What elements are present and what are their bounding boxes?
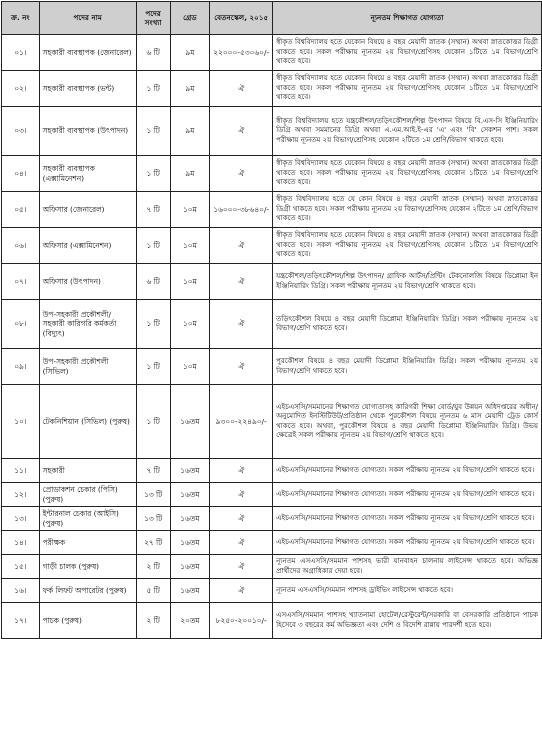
- grade-cell: ১৬তম: [170, 531, 210, 555]
- pay-scale-cell: ৮২৫০-২০০১০/-: [210, 603, 273, 639]
- post-name-cell: অফিসার (উৎপাদন): [39, 264, 136, 300]
- serial-cell: ১৬।: [2, 579, 40, 603]
- pay-scale-cell: ঐ: [210, 107, 273, 156]
- post-count-cell: ১ টি: [136, 228, 170, 264]
- grade-cell: ১০ম: [170, 228, 210, 264]
- post-count-cell: ৭ টি: [136, 192, 170, 228]
- post-count-cell: ২ টি: [136, 603, 170, 639]
- serial-cell: ০৯।: [2, 349, 40, 385]
- serial-cell: ১৩।: [2, 507, 40, 531]
- qualification-cell: স্বীকৃত বিশ্ববিদ্যালয় হতে যেকোন বিষয়ে ৪ বছর মেয়াদী স্নাতক (সম্মান) অথবা স্নাতকোত্তর ডিগ্রী থাকতে হবে। সকল পরীক্ষায় ন্যূনতম ২য় বিভাগ/শ্রেণিসহ যেকোন ১টিতে ১ম বিভাগ/শ্রেণি থাকতে হবে।: [273, 156, 542, 192]
- table-row: [2, 300, 542, 349]
- recruitment-table: [1, 1, 542, 639]
- pay-scale-cell: ঐ: [210, 459, 273, 483]
- serial-cell: ০১।: [2, 35, 40, 71]
- qualification-cell: এসএসসি/সমমান পাশসহ খ্যাতনামা হোটেল/রেস্টুরেন্ট/সরকারি বা বেসরকারি প্রতিষ্ঠানে পাচক হিসেবে ৩ বছরের কর্ম অভিজ্ঞতা এবং দেশি ও বিদেশি রান্নায় পারদর্শী হতে হবে।: [273, 603, 542, 639]
- post-name-cell: পরীক্ষক: [39, 531, 136, 555]
- grade-cell: ২০তম: [170, 603, 210, 639]
- post-count-cell: ১৩ টি: [136, 507, 170, 531]
- table-row: [2, 192, 542, 228]
- serial-cell: ১০।: [2, 385, 40, 459]
- serial-cell: ১৫।: [2, 555, 40, 579]
- qualification-header: ন্যূনতম শিক্ষাগত যোগ্যতা: [273, 2, 542, 35]
- post-name-cell: গাড়ী চালক (পুরুষ): [39, 555, 136, 579]
- table-row: [2, 555, 542, 579]
- post-count-cell: ২৭ টি: [136, 531, 170, 555]
- grade-cell: ৯ম: [170, 35, 210, 71]
- pay-scale-cell: ঐ: [210, 228, 273, 264]
- pay-scale-cell: ঐ: [210, 507, 273, 531]
- qualification-cell: এইচএসসি/সমমানের শিক্ষাগত যোগ্যতা। সকল পরীক্ষায় ন্যূনতম ২য় বিভাগ/শ্রেণি থাকতে হবে।: [273, 459, 542, 483]
- qualification-cell: ন্যূনতম এসএসসি/সমমান পাশসহ ড্রাইভিং লাইসেন্স থাকতে হবে।: [273, 579, 542, 603]
- table-row: [2, 71, 542, 107]
- grade-cell: ৯ম: [170, 71, 210, 107]
- pay-scale-cell: ঐ: [210, 264, 273, 300]
- table-row: [2, 459, 542, 483]
- grade-header: গ্রেড: [170, 2, 210, 35]
- post-count-cell: ১ টি: [136, 300, 170, 349]
- grade-cell: ১৬তম: [170, 385, 210, 459]
- table-row: [2, 603, 542, 639]
- post-name-cell: অফিসার (জেনারেল): [39, 192, 136, 228]
- qualification-cell: স্বীকৃত বিশ্ববিদ্যালয় হতে যেকোন বিষয়ে ৪ বছর মেয়াদী স্নাতক (সম্মান) অথবা স্নাতকোত্তর ডিগ্রী থাকতে হবে। সকল পরীক্ষায় ন্যূনতম ২য় বিভাগ/শ্রেণিসহ যেকোন ১টিতে ১ম বিভাগ/শ্রেণি থাকতে হবে।: [273, 228, 542, 264]
- post-name-header: পদের নাম: [39, 2, 136, 35]
- grade-cell: ১৬তম: [170, 483, 210, 507]
- post-name-cell: সহকারী: [39, 459, 136, 483]
- serial-cell: ১১।: [2, 459, 40, 483]
- table-row: [2, 507, 542, 531]
- post-name-cell: টেকনিশিয়ান (সিভিল) (পুরুষ): [39, 385, 136, 459]
- table-header-row: [2, 2, 542, 35]
- post-name-cell: সহকারী ব্যবস্থাপক (ভন্ট): [39, 71, 136, 107]
- serial-header: ক্র. নং: [2, 2, 40, 35]
- table-row: [2, 264, 542, 300]
- grade-cell: ৯ম: [170, 156, 210, 192]
- pay-scale-cell: ঐ: [210, 531, 273, 555]
- grade-cell: ১৬তম: [170, 507, 210, 531]
- grade-cell: ৯ম: [170, 107, 210, 156]
- pay-scale-cell: ৯৩০০-২২৪৯০/-: [210, 385, 273, 459]
- serial-cell: ০৫।: [2, 192, 40, 228]
- pay-scale-cell: ঐ: [210, 579, 273, 603]
- post-count-cell: ১ টি: [136, 156, 170, 192]
- grade-cell: ১৬তম: [170, 459, 210, 483]
- post-name-cell: সহকারী ব্যবস্থাপক (এক্সামিনেশন): [39, 156, 136, 192]
- qualification-cell: স্বীকৃত বিশ্ববিদ্যালয় হতে যেকোন বিষয়ে ৪ বছর মেয়াদী স্নাতক (সম্মান) অথবা স্নাতকোত্তর ডিগ্রী থাকতে হবে। সকল পরীক্ষায় ন্যূনতম ২য় বিভাগ/শ্রেণিসহ যেকোন ১টিতে ১ম বিভাগ/শ্রেণি থাকতে হবে।: [273, 71, 542, 107]
- pay-scale-cell: ১৬০০০-৩৮৬৪০/-: [210, 192, 273, 228]
- serial-cell: ১২।: [2, 483, 40, 507]
- post-count-cell: ৬ টি: [136, 35, 170, 71]
- grade-cell: ১০ম: [170, 192, 210, 228]
- serial-cell: ০৬।: [2, 228, 40, 264]
- post-count-cell: ১ টি: [136, 385, 170, 459]
- qualification-cell: এইচএসসি/সমমানের শিক্ষাগত যোগ্যতা। সকল পরীক্ষায় ন্যূনতম ২য় বিভাগ/শ্রেণি থাকতে হবে।: [273, 507, 542, 531]
- serial-cell: ০৮।: [2, 300, 40, 349]
- post-name-cell: উপ-সহকারী প্রকৌশলী (সিভিল): [39, 349, 136, 385]
- post-name-cell: ইন্টারনাল চেকার (আইসি) (পুরুষ): [39, 507, 136, 531]
- post-count-cell: ৫ টি: [136, 579, 170, 603]
- qualification-cell: স্বীকৃত বিশ্ববিদ্যালয় হতে যে কোন বিষয়ে ৪ বছর মেয়াদী স্নাতক (সম্মান) অথবা স্নাতকোত্তর ডিগ্রী থাকতে হবে। সকল পরীক্ষায় ন্যূনতম ২য় বিভাগ/শ্রেণিসহ যেকোন ২টিতে ১ম শ্রেণি/বিভাগ থাকতে হবে।: [273, 192, 542, 228]
- post-count-cell: ৬ টি: [136, 264, 170, 300]
- qualification-cell: স্বীকৃত বিশ্ববিদ্যালয় হতে যেকোন বিষয়ে ৪ বছর মেয়াদী স্নাতক (সম্মান) অথবা স্নাতকোত্তর ডিগ্রী থাকতে হবে। সকল পরীক্ষায় ন্যূনতম ২য় বিভাগ/শ্রেণিসহ যেকোন ১টিতে ১ম বিভাগ/শ্রেণি থাকতে হবে।: [273, 35, 542, 71]
- serial-cell: ০৭।: [2, 264, 40, 300]
- grade-cell: ১৬তম: [170, 579, 210, 603]
- table-row: [2, 156, 542, 192]
- qualification-cell: তড়িৎকৌশল বিষয়ে ৪ বছর মেয়াদী ডিপ্লোমা ইঞ্জিনিয়ারিং ডিগ্রি। সকল পরীক্ষায় ন্যূনতম ২য় বিভাগ/শ্রেণি থাকতে হবে।: [273, 300, 542, 349]
- table-row: [2, 579, 542, 603]
- table-row: [2, 35, 542, 71]
- serial-cell: ১৪।: [2, 531, 40, 555]
- qualification-cell: এইচএসসি/সমমানের শিক্ষাগত যোগ্যতাসহ কারিগরী শিক্ষা বোর্ড/যুব উন্নয়ন অধিদপ্তরের অধীন/ অনুমোদিত ইনস্টিটিউট/প্রতিষ্ঠান থেকে পুরকৌশল বিষয়ে ন্যূনতম ৬ মাস মেয়াদী ট্রেড কোর্স থাকতে হবে। অথবা, পুরকৌশল বিষয়ে ৪ বছর মেয়াদী ডিপ্লোমা ইঞ্জিনিয়ারিং ডিগ্রি। উভয় ক্ষেত্রেই সকল পরীক্ষায় ন্যূনতম ২য় বিভাগ/শ্রেণি থাকতে হবে।: [273, 385, 542, 459]
- pay-scale-cell: ঐ: [210, 71, 273, 107]
- post-count-cell: ১ টি: [136, 107, 170, 156]
- post-count-cell: ২ টি: [136, 555, 170, 579]
- post-name-cell: অফিসার (এক্সামিনেশন): [39, 228, 136, 264]
- pay-scale-cell: ঐ: [210, 483, 273, 507]
- table-row: [2, 531, 542, 555]
- grade-cell: ১০ম: [170, 300, 210, 349]
- grade-cell: ১০ম: [170, 264, 210, 300]
- qualification-cell: এইচএসসি/সমমানের শিক্ষাগত যোগ্যতা। সকল পরীক্ষায় ন্যূনতম ২য় বিভাগ/শ্রেণি থাকতে হবে।: [273, 531, 542, 555]
- serial-cell: ০২।: [2, 71, 40, 107]
- pay-scale-cell: ঐ: [210, 349, 273, 385]
- pay-scale-cell: ঐ: [210, 300, 273, 349]
- table-row: [2, 349, 542, 385]
- qualification-cell: স্বীকৃত বিশ্ববিদ্যালয় হতে যন্ত্রকৌশল/তড়িৎকৌশল/শিল্প উৎপাদন বিষয়ে বি.এস-সি ইঞ্জিনিয়ারিং ডিগ্রি অথবা সমমানের ডিগ্রি অথবা এ.এম.আই.ই-এর 'এ' এবং 'বি' সেকশন পাশ। সকল পরীক্ষায় ন্যূনতম ২য় বিভাগ/শ্রেণিসহ যেকোন ২টিতে ১ম শ্রেণি/বিভাগ থাকতে হবে।: [273, 107, 542, 156]
- serial-cell: ০৩।: [2, 107, 40, 156]
- post-count-header: পদের সংখ্যা: [136, 2, 170, 35]
- pay-scale-header: বেতনস্কেল, ২০১৫: [210, 2, 273, 35]
- pay-scale-cell: ২২০০০-৫৩০৬০/-: [210, 35, 273, 71]
- grade-cell: ১০ম: [170, 349, 210, 385]
- post-name-cell: পাচক (পুরুষ): [39, 603, 136, 639]
- qualification-cell: যন্ত্রকৌশল/তড়িৎকৌশল/শিল্প উৎপাদন/ গ্রাফিক আর্টস/প্রিন্টিং টেকনোলজি বিষয়ে ডিপ্লোমা ইন ইঞ্জিনিয়ারিং ডিগ্রি। সকল পরীক্ষায় ন্যূনতম ২য় বিভাগ/শ্রেণি থাকতে হবে।: [273, 264, 542, 300]
- pay-scale-cell: ঐ: [210, 555, 273, 579]
- post-name-cell: ফর্ক লিফট অপারেটর (পুরুষ): [39, 579, 136, 603]
- post-name-cell: প্রোডাকশন চেকার (পিসি) (পুরুষ): [39, 483, 136, 507]
- grade-cell: ১৬তম: [170, 555, 210, 579]
- qualification-cell: ন্যূনতম এসএসসি/সমমান পাশসহ ভারী যানবাহন চালনায় লাইসেন্স থাকতে হবে। অভিজ্ঞ প্রার্থীদের অগ্রাধিকার দেয়া হবে।: [273, 555, 542, 579]
- table-row: [2, 228, 542, 264]
- qualification-cell: এইচএসসি/সমমানের শিক্ষাগত যোগ্যতা। সকল পরীক্ষায় ন্যূনতম ২য় বিভাগ/শ্রেণি থাকতে হবে।: [273, 483, 542, 507]
- table-row: [2, 483, 542, 507]
- table-row: [2, 385, 542, 459]
- post-name-cell: সহকারী ব্যবস্থাপক (উৎপাদন): [39, 107, 136, 156]
- serial-cell: ০৪।: [2, 156, 40, 192]
- table-row: [2, 107, 542, 156]
- qualification-cell: পুরকৌশল বিষয়ে ৪ বছর মেয়াদী ডিপ্লোমা ইঞ্জিনিয়ারিং ডিগ্রি। সকল পরীক্ষায় ন্যূনতম ২য় বিভাগ/শ্রেণি থাকতে হবে।: [273, 349, 542, 385]
- pay-scale-cell: ঐ: [210, 156, 273, 192]
- post-count-cell: ৭ টি: [136, 459, 170, 483]
- post-name-cell: উপ-সহকারী প্রকৌশলী/সহকারী কারিগরি কর্মকর্তা (বিদ্যুৎ): [39, 300, 136, 349]
- post-name-cell: সহকারী ব্যবস্থাপক (জেনারেল): [39, 35, 136, 71]
- post-count-cell: ১ টি: [136, 71, 170, 107]
- post-count-cell: ১৩ টি: [136, 483, 170, 507]
- serial-cell: ১৭।: [2, 603, 40, 639]
- post-count-cell: ১ টি: [136, 349, 170, 385]
